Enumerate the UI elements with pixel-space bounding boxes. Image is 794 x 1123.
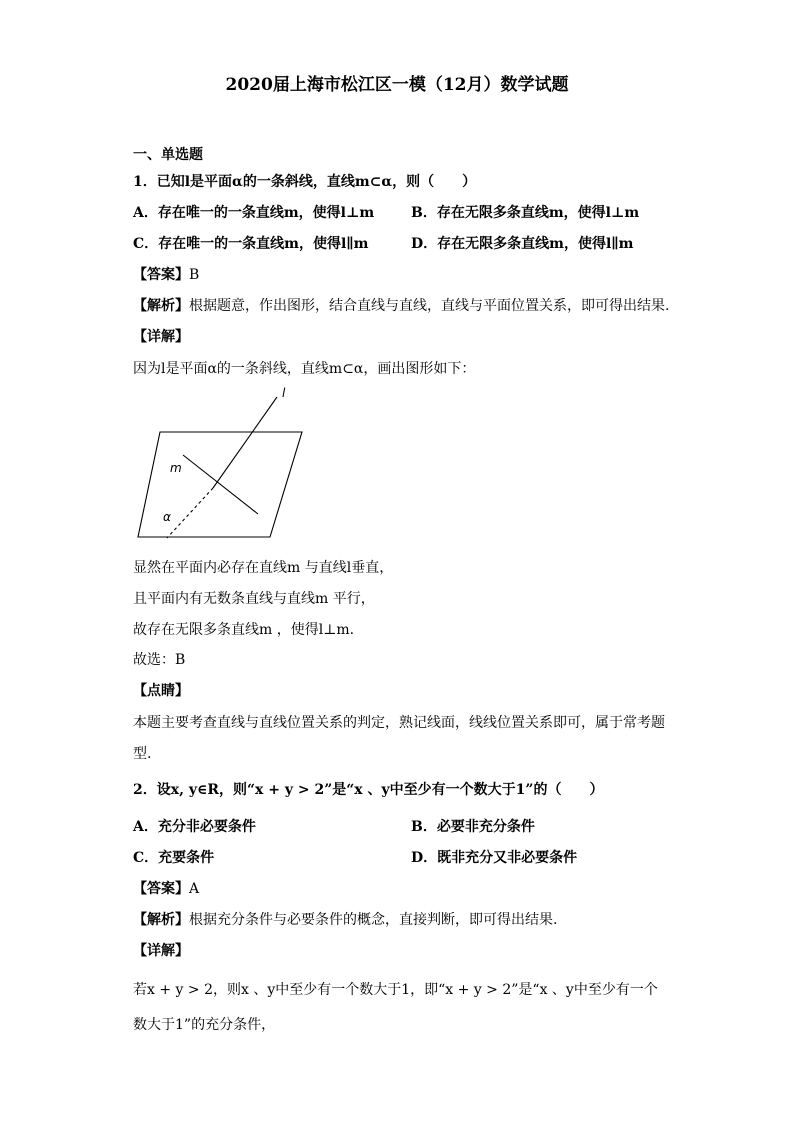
q1-comment-tag: 【点睛】 <box>133 683 189 699</box>
line-m <box>183 455 258 514</box>
q2-option-c: C．充要条件 <box>133 850 215 866</box>
q1-comment-line: 本题主要考查直线与直线位置关系的判定，熟记线面，线线位置关系即可，属于常考题 <box>133 715 665 731</box>
line-l-hidden <box>167 488 213 538</box>
answer-tag: 【答案】 <box>133 881 189 897</box>
q1-detail-line: 因为l是平面α的一条斜线，直线m⊂α，画出图形如下： <box>133 361 476 377</box>
analysis-text: 根据题意，作出图形，结合直线与直线，直线与平面位置关系，即可得出结果. <box>189 298 670 314</box>
q1-detail-line: 故存在无限多条直线m ，使得l⊥m. <box>133 622 355 638</box>
answer-tag: 【答案】 <box>133 267 189 283</box>
q2-detail-line: 数大于1”的充分条件， <box>133 1017 276 1033</box>
analysis-tag: 【解析】 <box>133 298 189 314</box>
q1-detail-tag: 【详解】 <box>133 329 189 345</box>
q2-analysis <box>133 910 557 930</box>
plane-line-diagram <box>130 380 310 545</box>
answer-value: A <box>189 881 200 897</box>
q1-stem: 1．已知l是平面α的一条斜线，直线m⊂α，则（ ） <box>133 174 477 190</box>
analysis-tag: 【解析】 <box>133 912 189 928</box>
q1-comment-line: 型. <box>133 746 152 762</box>
q1-option-a: A．存在唯一的一条直线m，使得l⊥m <box>133 205 375 221</box>
q1-option-d: D．存在无限多条直线m，使得l∥m <box>411 236 634 252</box>
q2-detail-tag: 【详解】 <box>133 943 189 959</box>
plane-line-figure <box>130 380 310 545</box>
q2-option-b: B．必要非充分条件 <box>411 819 535 835</box>
q2-detail-line: 若x + y > 2，则x 、y中至少有一个数大于1，即“x + y > 2”是“x 、y中至少有一个 <box>133 982 658 998</box>
page-title: 2020届上海市松江区一模（12月）数学试题 <box>225 75 569 95</box>
q1-option-b: B．存在无限多条直线m，使得l⊥m <box>411 205 640 221</box>
q1-option-c: C．存在唯一的一条直线m，使得l∥m <box>133 236 369 252</box>
q2-answer <box>133 879 199 899</box>
q2-stem: 2．设x, y∈R，则“x + y > 2”是“x 、y中至少有一个数大于1”的（ ） <box>133 782 604 798</box>
label-m: m <box>170 461 182 475</box>
section-heading: 一、单选题 <box>133 147 203 163</box>
analysis-text: 根据充分条件与必要条件的概念，直接判断，即可得出结果. <box>189 912 558 928</box>
label-l: l <box>282 386 286 400</box>
q1-analysis <box>133 296 669 316</box>
q1-choice: 故选：B <box>133 652 186 668</box>
line-l-solid <box>213 397 277 488</box>
q2-option-d: D．既非充分又非必要条件 <box>411 850 578 866</box>
label-alpha: α <box>163 510 171 524</box>
q1-detail-line: 且平面内有无数条直线与直线m 平行， <box>133 591 375 607</box>
q2-option-a: A．充分非必要条件 <box>133 819 256 835</box>
answer-value: B <box>189 267 200 283</box>
q1-detail-line: 显然在平面内必存在直线m 与直线l垂直， <box>133 560 394 576</box>
q1-answer <box>133 265 199 285</box>
